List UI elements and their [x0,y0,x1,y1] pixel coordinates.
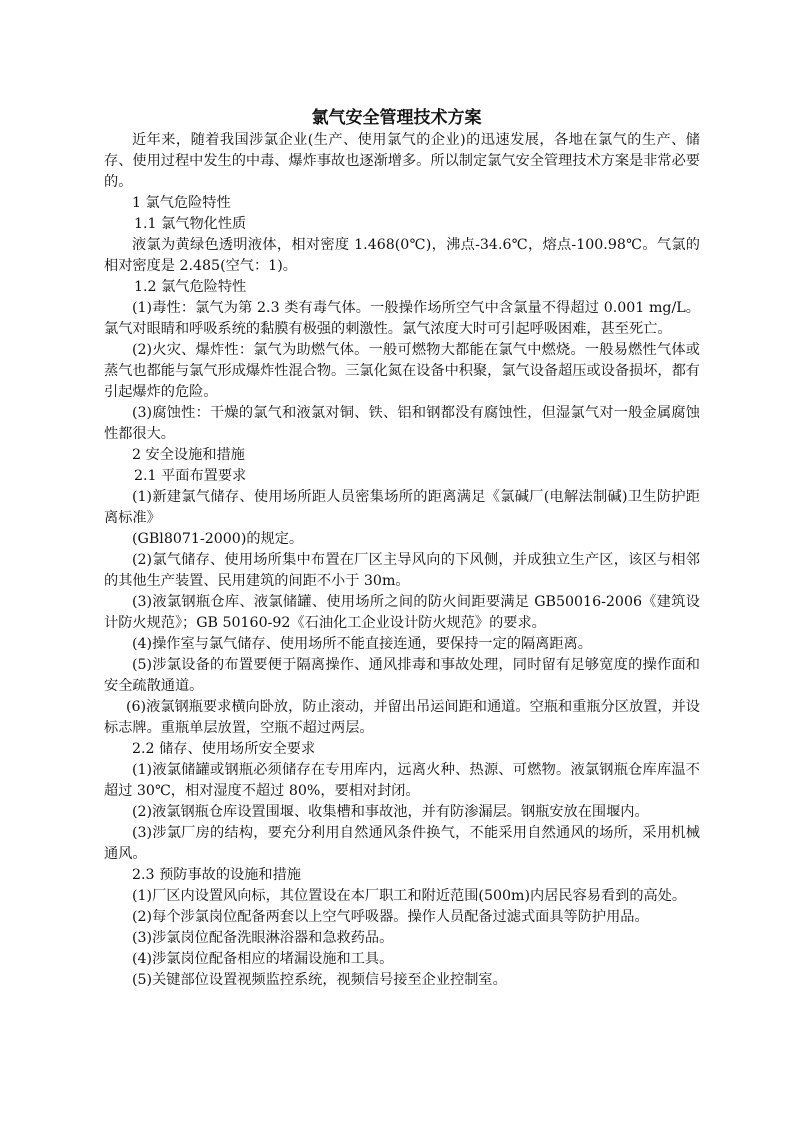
document-body [104,130,700,991]
paragraph: (2)火灾、爆炸性：氯气为助燃气体。一般可燃物大都能在氯气中燃烧。一般易燃性气体或蒸气也都能与氯气形成爆炸性混合物。三氯化氮在设备中积聚，氯气设备超压或设备损坏，都有引起爆炸的危险。 [104,342,700,400]
paragraph: 近年来，随着我国涉氯企业(生产、使用氯气的企业)的迅速发展，各地在氯气的生产、储存、使用过程中发生的中毒、爆炸事故也逐渐增多。所以制定氯气安全管理技术方案是非常必要的。 [104,132,700,190]
paragraph: (2)每个涉氯岗位配备两套以上空气呼吸器。操作人员配备过滤式面具等防护用品。 [132,909,649,925]
paragraph: 1.1 氯气物化性质 [134,216,247,232]
paragraph: (3)腐蚀性：干燥的氯气和液氯对铜、铁、铝和钢都没有腐蚀性，但湿氯气对一般金属腐蚀性都很大。 [104,405,700,442]
paragraph: (4)涉氯岗位配备相应的堵漏设施和工具。 [132,951,394,967]
paragraph: (1)毒性：氯气为第 2.3 类有毒气体。一般操作场所空气中含氯量不得超过 0.001 mg/L。氯气对眼睛和呼吸系统的黏膜有极强的刺激性。氯气浓度大时可引起呼吸困难，甚至死亡。 [104,300,700,337]
paragraph: (4)操作室与氯气储存、使用场所不能直接连通，要保持一定的隔离距离。 [132,636,592,652]
paragraph: (3)涉氯岗位配备洗眼淋浴器和急救药品。 [132,930,394,946]
paragraph: 2.1 平面布置要求 [134,468,247,484]
paragraph: (3)涉氯厂房的结构，要充分利用自然通风条件换气，不能采用自然通风的场所，采用机械通风。 [104,825,700,862]
paragraph: (5)关键部位设置视频监控系统，视频信号接至企业控制室。 [132,972,507,988]
paragraph: 2.3 预防事故的设施和措施 [132,867,301,883]
document-title: 氯气安全管理技术方案 [311,108,482,128]
paragraph: (1)新建氯气储存、使用场所距人员密集场所的距离满足《氯碱厂(电解法制碱)卫生防护距离标准》 [104,489,700,526]
paragraph: (1)厂区内设置风向标，其位置设在本厂职工和附近范围(500m)内居民容易看到的高处。 [132,888,687,904]
paragraph: 2 安全设施和措施 [132,447,245,463]
paragraph: (2)液氯钢瓶仓库设置围堰、收集槽和事故池，并有防渗漏层。钢瓶安放在围堰内。 [132,804,649,820]
paragraph: (GBl8071-2000)的规定。 [132,531,304,547]
paragraph: 1 氯气危险特性 [132,195,231,211]
paragraph: 2.2 储存、使用场所安全要求 [132,741,316,757]
paragraph: 液氯为黄绿色透明液体，相对密度 1.468(0℃)，沸点-34.6℃，熔点-100.98℃。气氯的相对密度是 2.485(空气：1)。 [104,237,700,274]
paragraph: (1)液氯储罐或钢瓶必须储存在专用库内，远离火种、热源、可燃物。液氯钢瓶仓库库温不超过 30℃，相对湿度不超过 80%，要相对封闭。 [104,762,700,799]
paragraph: 1.2 氯气危险特性 [134,279,247,295]
paragraph: (2)氯气储存、使用场所集中布置在厂区主导风向的下风侧，并成独立生产区，该区与相邻的其他生产装置、民用建筑的间距不小于 30m。 [104,552,700,589]
paragraph: (5)涉氯设备的布置要便于隔离操作、通风排毒和事故处理，同时留有足够宽度的操作面和安全疏散通道。 [104,657,700,694]
paragraph: (6)液氯钢瓶要求横向卧放，防止滚动，并留出吊运间距和通道。空瓶和重瓶分区放置，并设标志牌。重瓶单层放置，空瓶不超过两层。 [104,699,700,736]
paragraph: (3)液氯钢瓶仓库、液氯储罐、使用场所之间的防火间距要满足 GB50016-2006《建筑设计防火规范》；GB 50160-92《石油化工企业设计防火规范》的要求。 [104,594,700,631]
